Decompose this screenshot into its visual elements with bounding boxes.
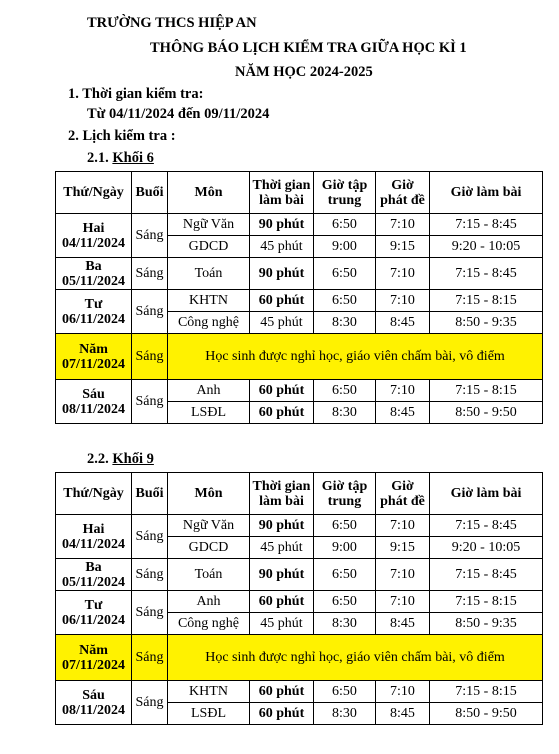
- duration-cell: 60 phút: [250, 402, 314, 424]
- header-duration: [250, 172, 314, 214]
- day-date: 08/11/2024: [61, 702, 125, 718]
- day-date: 04/11/2024: [61, 536, 125, 552]
- day-name: Tư: [84, 296, 103, 312]
- duration-cell: 60 phút: [250, 380, 314, 402]
- header-gather-time: [314, 473, 376, 515]
- gather-time-cell: 8:30: [314, 312, 376, 334]
- duration-cell: 60 phút: [250, 681, 314, 703]
- work-time-cell: 7:15 - 8:45: [430, 258, 543, 290]
- work-time-cell: 7:15 - 8:45: [430, 214, 543, 236]
- school-year: NĂM HỌC 2024-2025: [235, 64, 373, 80]
- session-cell: Sáng: [132, 290, 168, 334]
- holiday-note: Học sinh được nghỉ học, giáo viên chấm bài, vô điểm: [168, 334, 543, 380]
- session-cell: Sáng: [132, 380, 168, 424]
- handout-time-cell: 9:15: [376, 537, 430, 559]
- work-time-cell: 9:20 - 10:05: [430, 236, 543, 258]
- gather-time-cell: 6:50: [314, 290, 376, 312]
- header-subject: Môn: [168, 473, 250, 515]
- header-gather-line2: trung: [327, 493, 362, 509]
- gather-time-cell: 9:00: [314, 236, 376, 258]
- header-handout-line1: Giờ: [391, 177, 414, 193]
- header-session: Buổi: [132, 473, 168, 515]
- gather-time-cell: 6:50: [314, 559, 376, 591]
- header-handout-time: [376, 473, 430, 515]
- handout-time-cell: 7:10: [376, 290, 430, 312]
- handout-time-cell: 7:10: [376, 591, 430, 613]
- header-day: Thứ/Ngày: [56, 172, 132, 214]
- header-work-time: Giờ làm bài: [430, 473, 543, 515]
- work-time-cell: 7:15 - 8:45: [430, 559, 543, 591]
- work-time-cell: 9:20 - 10:05: [430, 537, 543, 559]
- table-row: [56, 214, 543, 236]
- document-title: THÔNG BÁO LỊCH KIỂM TRA GIỮA HỌC KÌ 1: [150, 40, 467, 56]
- duration-cell: 60 phút: [250, 703, 314, 725]
- day-name: Năm: [79, 642, 108, 658]
- gather-time-cell: 8:30: [314, 402, 376, 424]
- day-cell: [56, 214, 132, 258]
- gather-time-cell: 8:30: [314, 703, 376, 725]
- session-cell: Sáng: [132, 591, 168, 635]
- holiday-note: Học sinh được nghỉ học, giáo viên chấm bài, vô điểm: [168, 635, 543, 681]
- header-subject: Môn: [168, 172, 250, 214]
- day-cell: [56, 515, 132, 559]
- work-time-cell: 7:15 - 8:15: [430, 681, 543, 703]
- duration-cell: 90 phút: [250, 559, 314, 591]
- subject-cell: Ngữ Văn: [168, 214, 250, 236]
- session-cell: Sáng: [132, 214, 168, 258]
- work-time-cell: 8:50 - 9:50: [430, 703, 543, 725]
- day-cell: [56, 635, 132, 681]
- subject-cell: Ngữ Văn: [168, 515, 250, 537]
- table-row: [56, 681, 543, 703]
- table-header-row: [56, 473, 543, 515]
- table-row: [56, 380, 543, 402]
- day-cell: [56, 559, 132, 591]
- grade-9-name: Khối 9: [112, 451, 154, 467]
- grade-9-label: [87, 451, 154, 468]
- header-duration-line2: làm bài: [259, 192, 304, 208]
- gather-time-cell: 6:50: [314, 380, 376, 402]
- session-cell: Sáng: [132, 635, 168, 681]
- day-date: 05/11/2024: [61, 574, 125, 590]
- subject-cell: Toán: [168, 559, 250, 591]
- session-cell: Sáng: [132, 681, 168, 725]
- handout-time-cell: 8:45: [376, 703, 430, 725]
- day-date: 04/11/2024: [61, 235, 125, 251]
- table-row: [56, 290, 543, 312]
- subject-cell: Công nghệ: [168, 613, 250, 635]
- gather-time-cell: 6:50: [314, 681, 376, 703]
- header-duration-line1: Thời gian: [252, 478, 311, 494]
- handout-time-cell: 8:45: [376, 312, 430, 334]
- handout-time-cell: 7:10: [376, 258, 430, 290]
- subject-cell: LSĐL: [168, 703, 250, 725]
- day-date: 06/11/2024: [61, 612, 125, 628]
- header-session: Buổi: [132, 172, 168, 214]
- day-cell: [56, 591, 132, 635]
- work-time-cell: 7:15 - 8:15: [430, 290, 543, 312]
- day-date: 05/11/2024: [61, 273, 125, 289]
- day-name: Ba: [85, 258, 102, 274]
- subject-cell: GDCD: [168, 236, 250, 258]
- subject-cell: Công nghệ: [168, 312, 250, 334]
- duration-cell: 45 phút: [250, 613, 314, 635]
- header-duration-line1: Thời gian: [252, 177, 311, 193]
- grade-6-schedule-table: [55, 171, 543, 424]
- day-date: 07/11/2024: [61, 356, 125, 372]
- gather-time-cell: 9:00: [314, 537, 376, 559]
- day-date: 07/11/2024: [61, 657, 125, 673]
- grade-6-name: Khối 6: [112, 150, 154, 166]
- table-row: [56, 591, 543, 613]
- handout-time-cell: 8:45: [376, 613, 430, 635]
- header-gather-line1: Giờ tập: [321, 177, 368, 193]
- gather-time-cell: 6:50: [314, 258, 376, 290]
- header-gather-time: [314, 172, 376, 214]
- subject-cell: Anh: [168, 380, 250, 402]
- day-cell: [56, 681, 132, 725]
- table-row: [56, 635, 543, 681]
- gather-time-cell: 6:50: [314, 591, 376, 613]
- table-row: [56, 258, 543, 290]
- header-gather-line1: Giờ tập: [321, 478, 368, 494]
- header-day: Thứ/Ngày: [56, 473, 132, 515]
- table-row: [56, 515, 543, 537]
- header-duration-line2: làm bài: [259, 493, 304, 509]
- handout-time-cell: 9:15: [376, 236, 430, 258]
- day-cell: [56, 290, 132, 334]
- gather-time-cell: 8:30: [314, 613, 376, 635]
- exam-date-range: Từ 04/11/2024 đến 09/11/2024: [87, 106, 270, 122]
- session-cell: Sáng: [132, 559, 168, 591]
- handout-time-cell: 8:45: [376, 402, 430, 424]
- subject-cell: KHTN: [168, 290, 250, 312]
- gather-time-cell: 6:50: [314, 214, 376, 236]
- subject-cell: KHTN: [168, 681, 250, 703]
- work-time-cell: 7:15 - 8:15: [430, 380, 543, 402]
- day-name: Sáu: [82, 386, 105, 402]
- duration-cell: 60 phút: [250, 591, 314, 613]
- subject-cell: Anh: [168, 591, 250, 613]
- work-time-cell: 8:50 - 9:35: [430, 613, 543, 635]
- session-cell: Sáng: [132, 258, 168, 290]
- duration-cell: 45 phút: [250, 537, 314, 559]
- work-time-cell: 7:15 - 8:15: [430, 591, 543, 613]
- subject-cell: GDCD: [168, 537, 250, 559]
- day-date: 06/11/2024: [61, 311, 125, 327]
- subject-cell: Toán: [168, 258, 250, 290]
- school-name: TRƯỜNG THCS HIỆP AN: [87, 15, 257, 31]
- day-name: Ba: [85, 559, 102, 575]
- day-cell: [56, 334, 132, 380]
- header-work-time: Giờ làm bài: [430, 172, 543, 214]
- grade-9-schedule-table: [55, 472, 543, 725]
- day-name: Tư: [84, 597, 103, 613]
- session-cell: Sáng: [132, 334, 168, 380]
- duration-cell: 90 phút: [250, 515, 314, 537]
- day-cell: [56, 380, 132, 424]
- subject-cell: LSĐL: [168, 402, 250, 424]
- header-duration: [250, 473, 314, 515]
- handout-time-cell: 7:10: [376, 380, 430, 402]
- header-handout-line2: phát đề: [380, 493, 425, 509]
- grade-6-label: [87, 150, 154, 167]
- table-row: [56, 559, 543, 591]
- grade-9-number: 2.2.: [87, 451, 113, 467]
- duration-cell: 60 phút: [250, 290, 314, 312]
- session-cell: Sáng: [132, 515, 168, 559]
- work-time-cell: 7:15 - 8:45: [430, 515, 543, 537]
- day-name: Hai: [82, 521, 105, 537]
- handout-time-cell: 7:10: [376, 515, 430, 537]
- section-2-heading: 2. Lịch kiểm tra :: [68, 128, 176, 144]
- table-header-row: [56, 172, 543, 214]
- handout-time-cell: 7:10: [376, 681, 430, 703]
- section-1-heading: 1. Thời gian kiểm tra:: [68, 86, 204, 102]
- grade-6-number: 2.1.: [87, 150, 113, 166]
- work-time-cell: 8:50 - 9:35: [430, 312, 543, 334]
- gather-time-cell: 6:50: [314, 515, 376, 537]
- day-cell: [56, 258, 132, 290]
- header-handout-line1: Giờ: [391, 478, 414, 494]
- duration-cell: 90 phút: [250, 258, 314, 290]
- header-handout-time: [376, 172, 430, 214]
- header-handout-line2: phát đề: [380, 192, 425, 208]
- handout-time-cell: 7:10: [376, 559, 430, 591]
- table-row: [56, 334, 543, 380]
- work-time-cell: 8:50 - 9:50: [430, 402, 543, 424]
- duration-cell: 45 phút: [250, 236, 314, 258]
- duration-cell: 90 phút: [250, 214, 314, 236]
- day-name: Sáu: [82, 687, 105, 703]
- day-date: 08/11/2024: [61, 401, 125, 417]
- day-name: Hai: [82, 220, 105, 236]
- handout-time-cell: 7:10: [376, 214, 430, 236]
- duration-cell: 45 phút: [250, 312, 314, 334]
- day-name: Năm: [79, 341, 108, 357]
- header-gather-line2: trung: [327, 192, 362, 208]
